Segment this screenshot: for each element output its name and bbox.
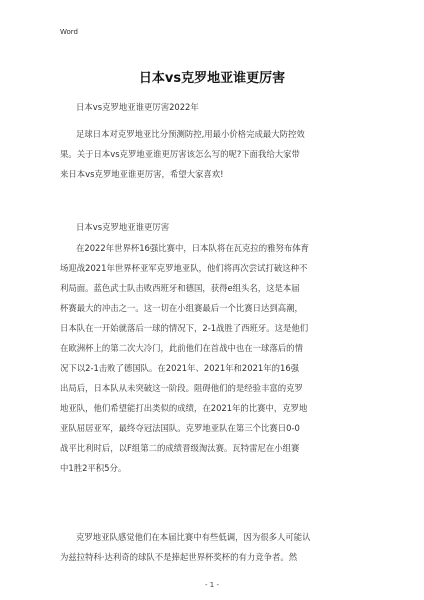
paragraph-section-heading <box>60 217 366 237</box>
paragraph-line: 中1胜2平积5分。 <box>60 463 127 473</box>
paragraph-line: 亚队屈居亚军，最终夺冠法国队。克罗地亚队在第三个比赛日0-0 <box>60 423 300 433</box>
paragraph-line: 来日本vs克罗地亚谁更厉害，希望大家喜欢! <box>60 169 224 179</box>
paragraph-line: 在2022年世界杯16强比赛中，日本队将在瓦克拉的雅努布体育 <box>76 243 309 253</box>
paragraph-line: 克罗地亚队感觉他们在本届比赛中有些低调，因为很多人可能认 <box>76 532 311 542</box>
paragraph-line: 杯赛最大的冲击之一。这一切在小组赛最后一个比赛日达到高潮， <box>60 303 303 313</box>
paragraph-line: 场迎战2021年世界杯亚军克罗地亚队，他们将再次尝试打破这种不 <box>60 263 308 273</box>
paragraph-line: 足球日本对克罗地亚比分预测防控,用最小价格完成最大防控效 <box>76 129 305 139</box>
paragraph-line: 况下以2-1击败了德国队。在2021年、2021年和2021年的16强 <box>60 363 300 373</box>
paragraph-line: 利局面。蓝色武士队击败西班牙和德国，获得e组头名，这是本届 <box>60 283 300 293</box>
paragraph-main <box>60 238 366 478</box>
paragraph-line: 为兹拉特科·达利奇的球队不是捧起世界杯奖杯的有力竞争者。然 <box>60 552 298 562</box>
paragraph-line: 出局后，日本队从未突破这一阶段。阻碍他们的是经验丰富的克罗 <box>60 383 303 393</box>
paragraph-line: 果。关于日本vs克罗地亚谁更厉害该怎么写的呢?下面我给大家带 <box>60 149 300 159</box>
paragraph-line: 地亚队，他们希望能打出类似的成绩，在2021年的比赛中，克罗地 <box>60 403 308 413</box>
paragraph-line: 日本vs克罗地亚谁更厉害 <box>76 222 170 232</box>
header-label: Word <box>60 28 78 36</box>
paragraph-closing <box>60 527 366 567</box>
paragraph-line: 在欧洲杯上的第二次大冷门，此前他们在首战中也在一球落后的情 <box>60 343 303 353</box>
paragraph-line: 日本vs克罗地亚谁更厉害2022年 <box>76 102 199 112</box>
paragraph-intro <box>60 124 366 184</box>
paragraph-line: 战平比利时后，以F组第二的成绩晋级淘汰赛。瓦特雷尼在小组赛 <box>60 443 300 453</box>
paragraph-subtitle-year <box>60 97 366 117</box>
paragraph-line: 日本队在一开始就落后一球的情况下，2-1战胜了西班牙。这是他们 <box>60 323 309 333</box>
page-number: - 1 - <box>205 581 219 589</box>
document-title: 日本vs克罗地亚谁更厉害 <box>138 71 286 86</box>
